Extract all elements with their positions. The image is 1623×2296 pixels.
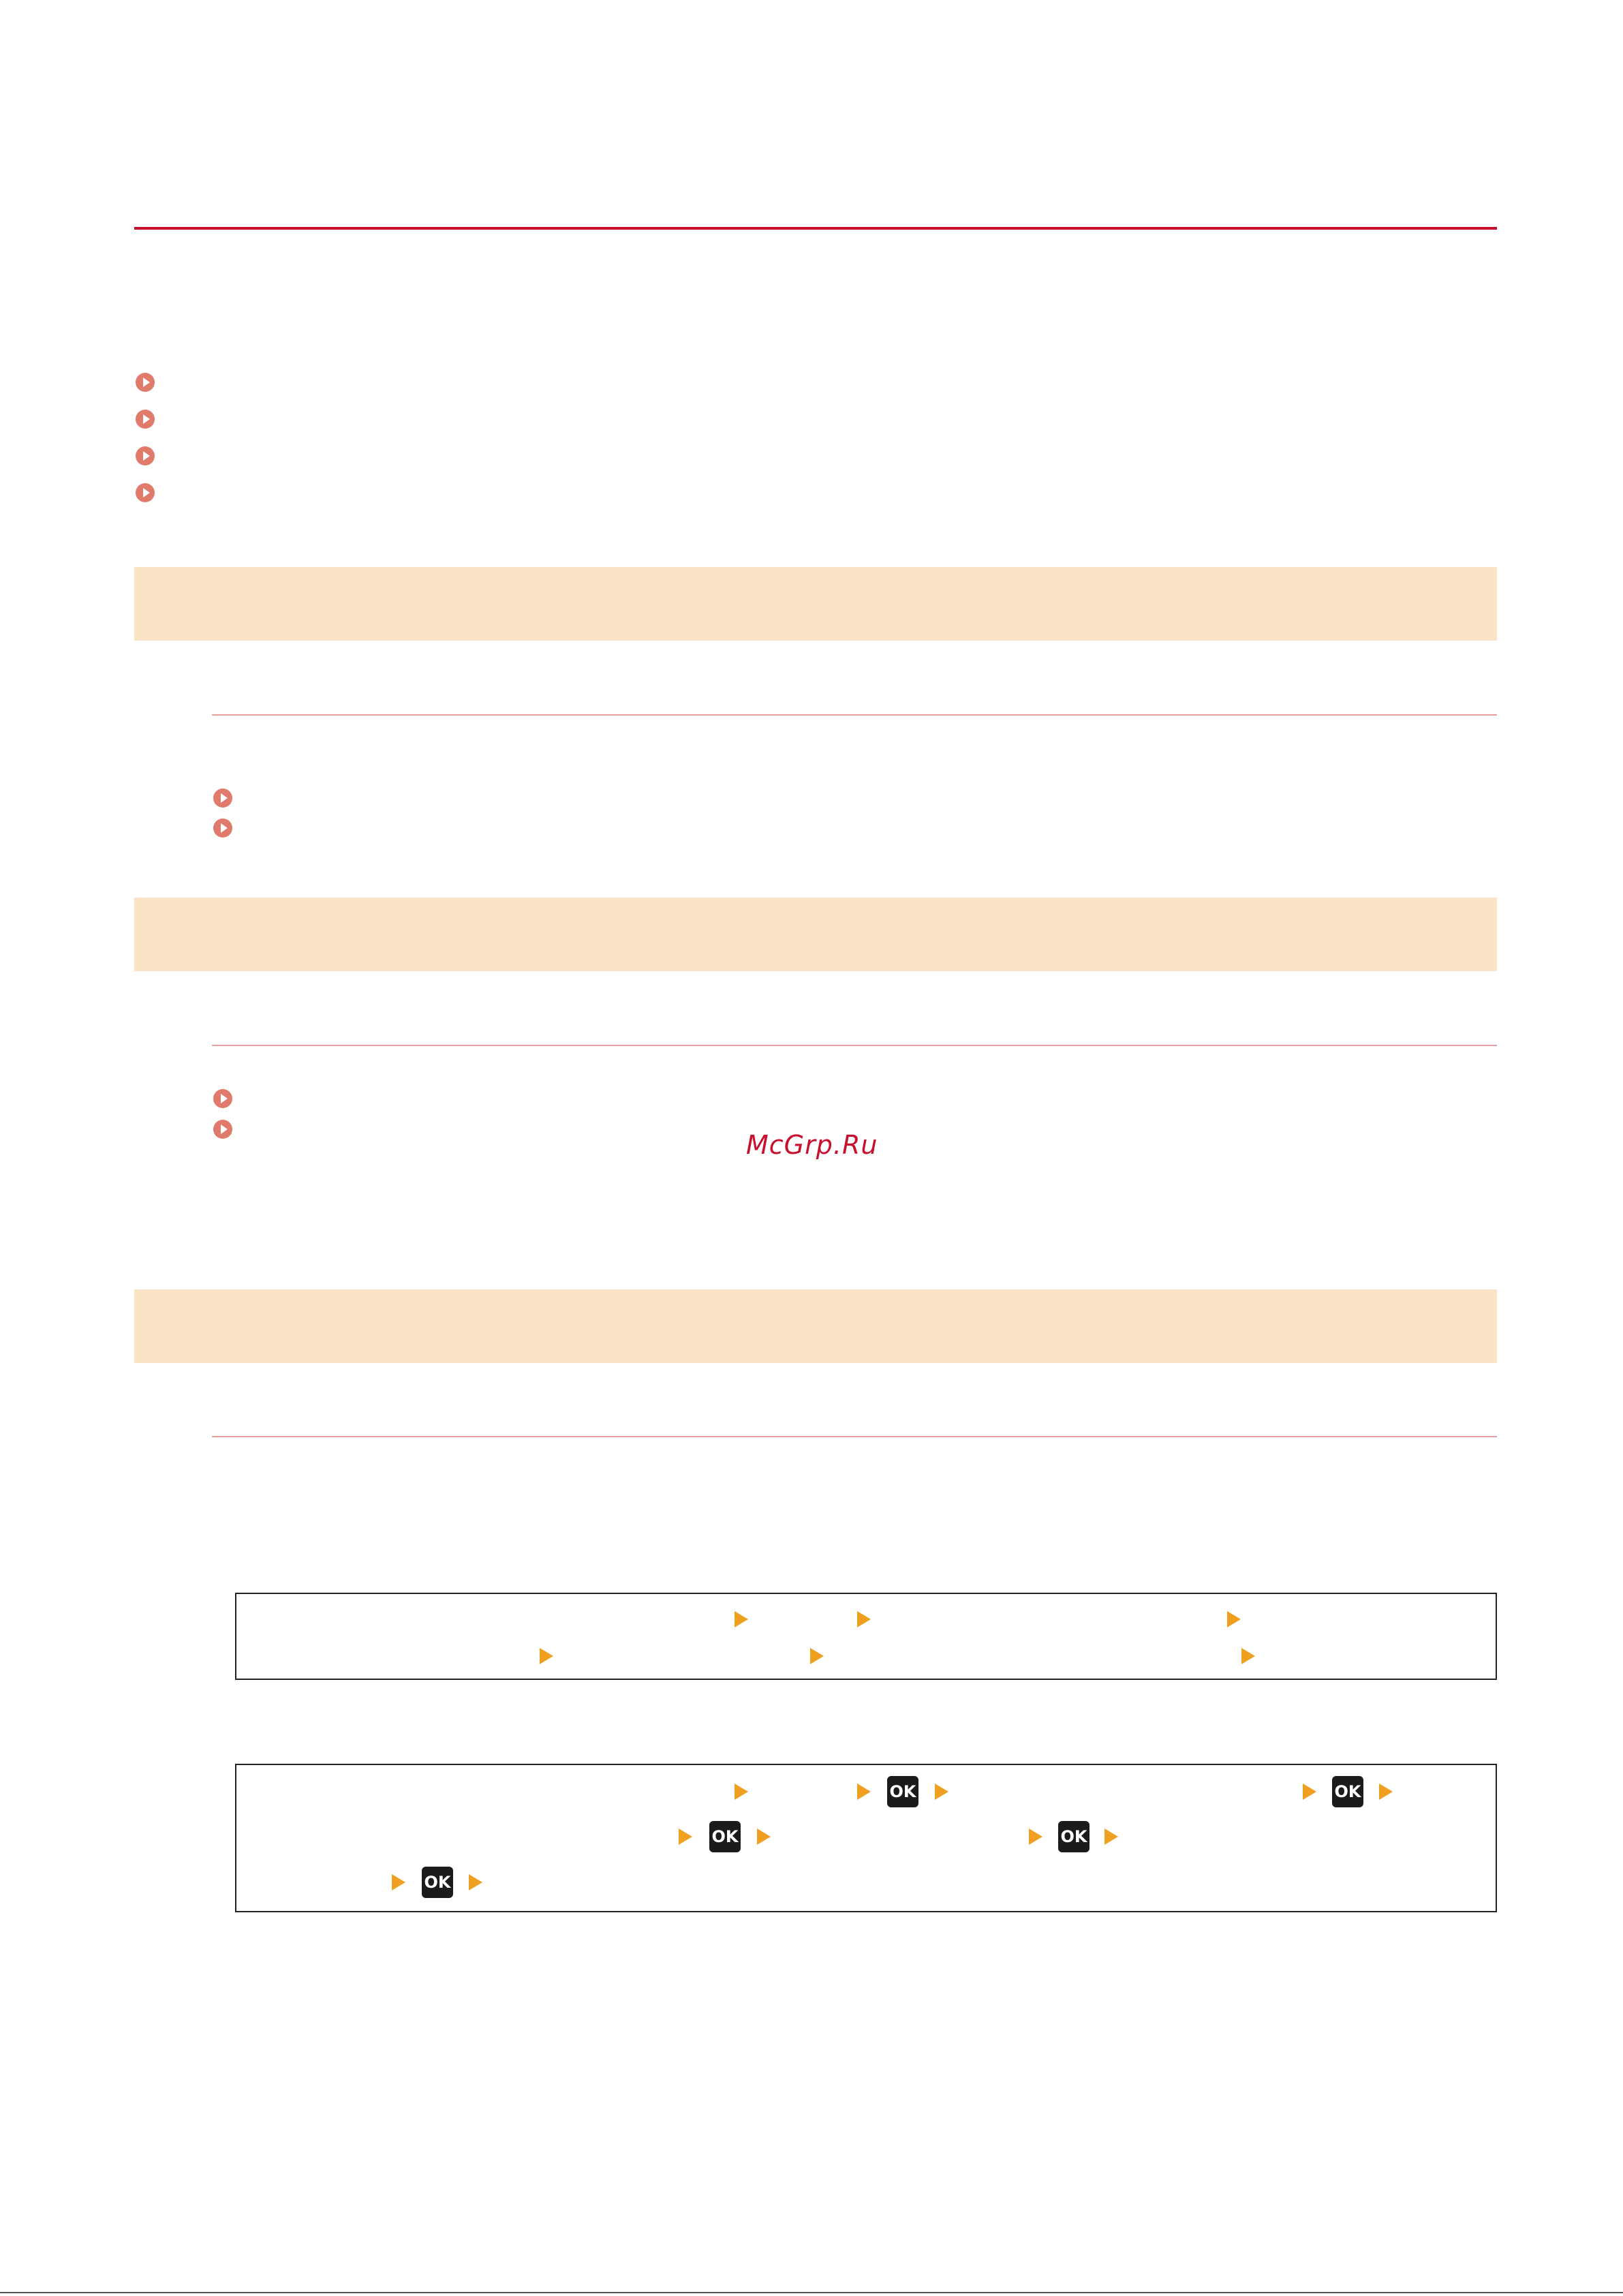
step-arrow-icon bbox=[1227, 1611, 1241, 1627]
link-arrow-icon[interactable] bbox=[213, 1089, 232, 1108]
step-arrow-icon bbox=[469, 1874, 482, 1891]
step-arrow-icon bbox=[392, 1874, 405, 1891]
step-arrow-icon bbox=[1029, 1828, 1042, 1845]
ok-key-icon: OK bbox=[709, 1821, 741, 1852]
link-arrow-icon[interactable] bbox=[213, 789, 232, 808]
ok-key-icon: OK bbox=[1058, 1821, 1089, 1852]
step-arrow-icon bbox=[1303, 1784, 1316, 1800]
section-header-band bbox=[134, 1289, 1497, 1363]
step-arrow-icon bbox=[1379, 1784, 1393, 1800]
link-arrow-icon[interactable] bbox=[136, 446, 155, 465]
ok-key-icon: OK bbox=[887, 1776, 918, 1807]
step-arrow-icon bbox=[857, 1784, 871, 1800]
step-arrow-icon bbox=[735, 1784, 748, 1800]
link-arrow-icon[interactable] bbox=[213, 818, 232, 838]
step-arrow-icon bbox=[757, 1828, 771, 1845]
step-arrow-icon bbox=[935, 1784, 948, 1800]
link-arrow-icon[interactable] bbox=[136, 373, 155, 392]
watermark: McGrp.Ru bbox=[746, 1130, 878, 1160]
step-arrow-icon bbox=[735, 1611, 748, 1627]
link-arrow-icon[interactable] bbox=[136, 483, 155, 502]
ok-key-icon: OK bbox=[422, 1867, 453, 1898]
section-header-band bbox=[134, 898, 1497, 971]
step-arrow-icon bbox=[1241, 1648, 1255, 1664]
subsection-rule bbox=[212, 714, 1497, 716]
heading-rule bbox=[134, 227, 1497, 230]
subsection-rule bbox=[212, 1045, 1497, 1046]
step-arrow-icon bbox=[1104, 1828, 1118, 1845]
step-arrow-icon bbox=[857, 1611, 871, 1627]
ok-key-icon: OK bbox=[1332, 1776, 1363, 1807]
subsection-rule bbox=[212, 1436, 1497, 1437]
procedure-box-remote-ui bbox=[235, 1593, 1497, 1680]
page-bottom-rule bbox=[0, 2292, 1623, 2293]
link-arrow-icon[interactable] bbox=[136, 410, 155, 429]
link-arrow-icon[interactable] bbox=[213, 1120, 232, 1139]
step-arrow-icon bbox=[679, 1828, 692, 1845]
section-header-band bbox=[134, 567, 1497, 641]
step-arrow-icon bbox=[810, 1648, 824, 1664]
step-arrow-icon bbox=[540, 1648, 553, 1664]
